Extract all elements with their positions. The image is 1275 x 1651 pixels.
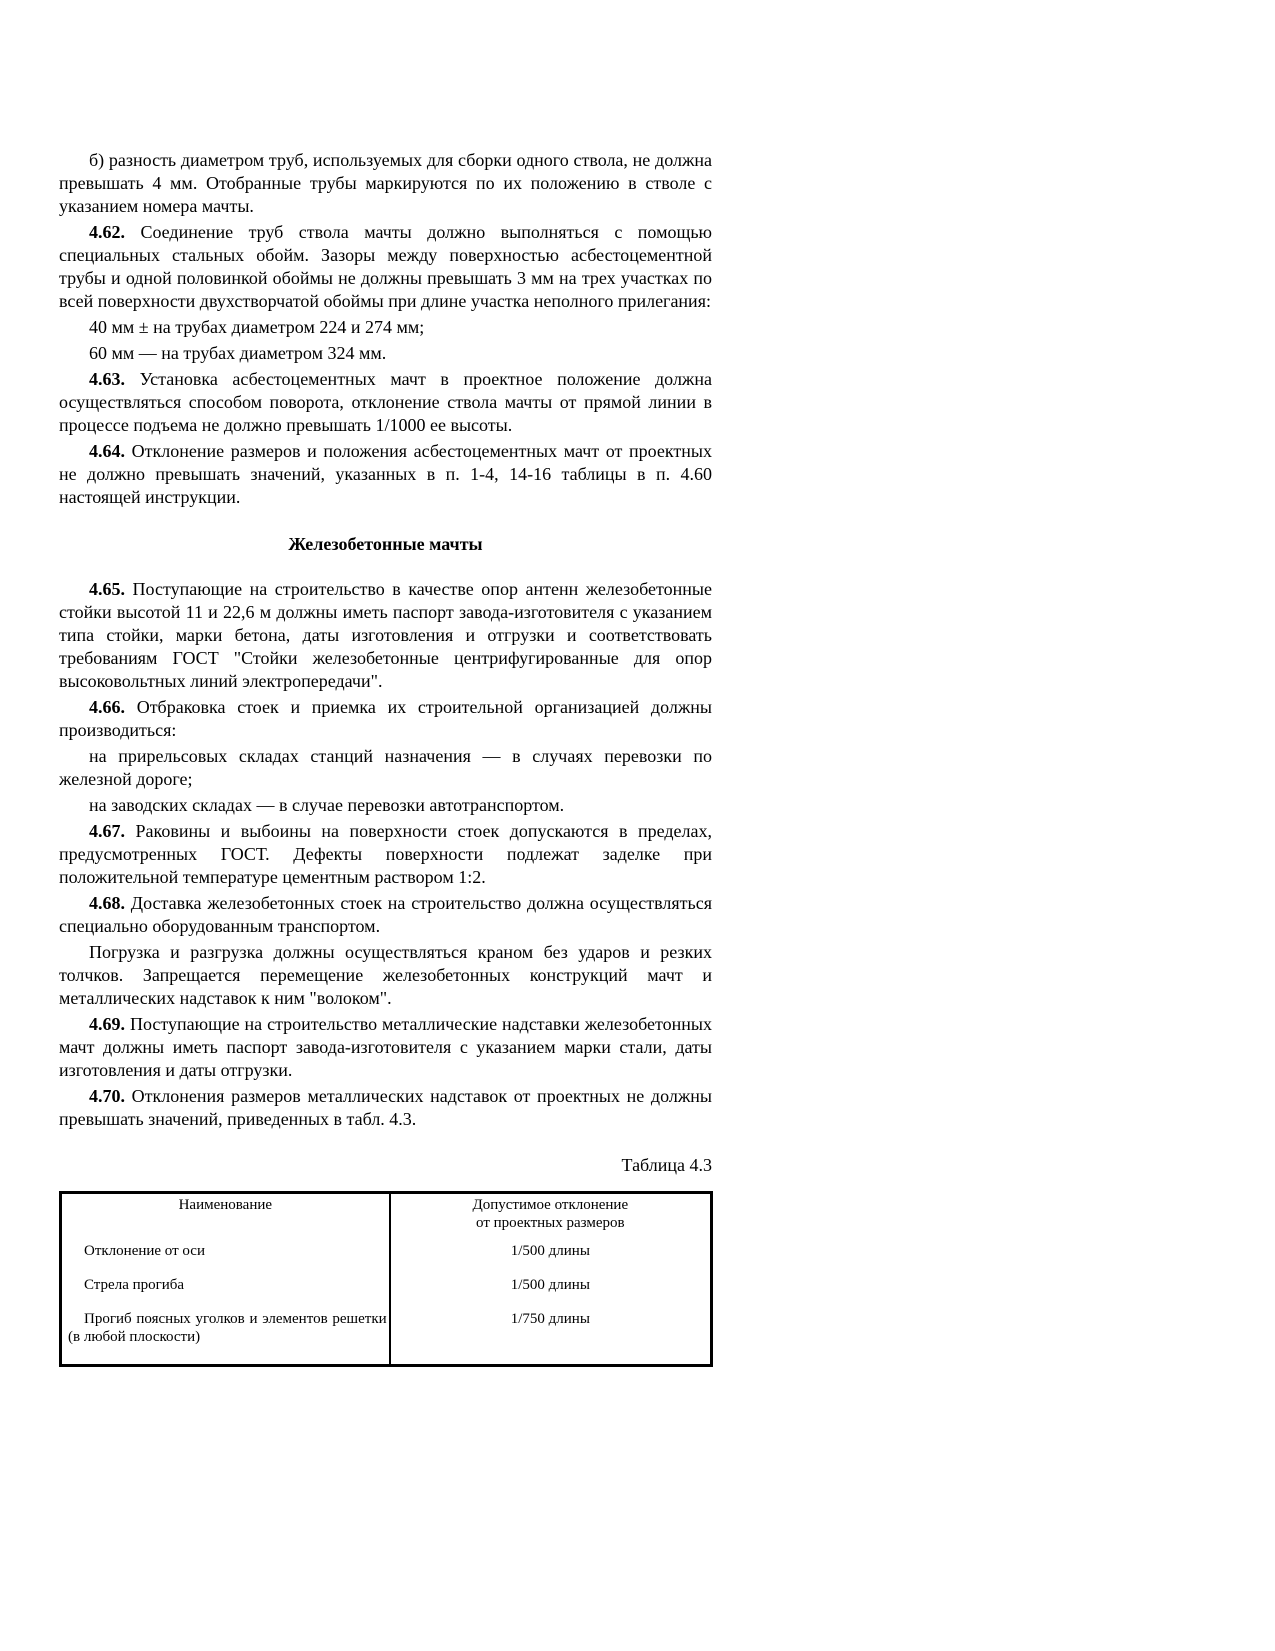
paragraph-60mm: 60 мм — на трубах диаметром 324 мм. bbox=[89, 343, 387, 363]
paragraph-4-66 bbox=[59, 696, 712, 742]
row-value: 1/750 длины bbox=[510, 1311, 590, 1327]
clause-text: Отбраковка стоек и приемка их строительной организацией должны производиться: bbox=[59, 697, 712, 740]
header-name: Наименование bbox=[61, 1193, 390, 1233]
clause-text: Отклонения размеров металлических надставок от проектных не должны превышать значений, приведенных в табл. 4.3. bbox=[59, 1086, 712, 1129]
table-row bbox=[61, 1266, 712, 1300]
row-value: 1/500 длины bbox=[510, 1243, 590, 1259]
clause-text: Доставка железобетонных стоек на строительство должна осуществляться специально оборудованным транспортом. bbox=[59, 893, 712, 936]
paragraph-4-64 bbox=[59, 440, 712, 509]
document-page bbox=[59, 149, 712, 1367]
paragraph-4-65 bbox=[59, 578, 712, 693]
row-name: Отклонение от оси bbox=[61, 1232, 390, 1266]
section-heading: Железобетонные мачты bbox=[288, 534, 483, 554]
paragraph-rail-stores: на прирельсовых складах станций назначения — в случаях перевозки по железной дороге; bbox=[59, 746, 712, 789]
clause-number: 4.64. bbox=[89, 441, 125, 461]
clause-number: 4.66. bbox=[89, 697, 125, 717]
clause-text: Поступающие на строительство в качестве опор антенн железобетонные стойки высотой 11 и 22,6 м должны иметь паспорт завода-изготовителя с указанием типа стойки, марки бетона, даты изготовления и отгрузки и соответствовать требованиям ГОСТ "Стойки железобетонные центрифугированные для опор высоковольтных линий электропередачи". bbox=[59, 579, 712, 691]
clause-text: Соединение труб ствола мачты должно выполняться с помощью специальных стальных обойм. Зазоры между поверхностью асбестоцементной трубы и одной половинкой обоймы не должны превышать 3 мм на трех участках по всей поверхности двухстворчатой обоймы при длине участка неполного прилегания: bbox=[59, 222, 712, 311]
clause-text: Раковины и выбоины на поверхности стоек допускаются в пределах, предусмотренных ГОСТ. Дефекты поверхности подлежат заделке при положительной температуре цементным раствором 1:2. bbox=[59, 821, 712, 887]
row-name: Прогиб поясных уголков и элементов решетки (в любой плоскости) bbox=[61, 1300, 390, 1366]
clause-number: 4.68. bbox=[89, 893, 125, 913]
header-deviation-line1: Допустимое отклонение bbox=[472, 1197, 629, 1213]
paragraph-4-70 bbox=[59, 1085, 712, 1131]
paragraph-4-68 bbox=[59, 892, 712, 938]
clause-text: Установка асбестоцементных мачт в проектное положение должна осуществляться способом поворота, отклонение ствола мачты от прямой линии в процессе подъема не должно превышать 1/1000 ее высоты. bbox=[59, 369, 712, 435]
paragraph-b: б) разность диаметром труб, используемых для сборки одного ствола, не должна превышать 4 мм. Отобранные трубы маркируются по их положению в стволе с указанием номера мачты. bbox=[59, 150, 712, 216]
clause-text: Поступающие на строительство металлические надставки железобетонных мачт должны иметь паспорт завода-изготовителя с указанием марки стали, даты изготовления и даты отгрузки. bbox=[59, 1014, 712, 1080]
clause-text: Отклонение размеров и положения асбестоцементных мачт от проектных не должно превышать значений, указанных в п. 1-4, 14-16 таблицы в п. 4.60 настоящей инструкции. bbox=[59, 441, 712, 507]
row-value: 1/500 длины bbox=[510, 1277, 590, 1293]
header-deviation-line2: от проектных размеров bbox=[476, 1215, 625, 1231]
deviation-table bbox=[59, 1191, 713, 1367]
paragraph-loading: Погрузка и разгрузка должны осуществляться краном без ударов и резких толчков. Запрещается перемещение железобетонных конструкций мачт и металлических надставок к ним "волоком". bbox=[59, 942, 712, 1008]
row-name: Стрела прогиба bbox=[61, 1266, 390, 1300]
clause-number: 4.70. bbox=[89, 1086, 125, 1106]
clause-number: 4.62. bbox=[89, 222, 125, 242]
paragraph-4-63 bbox=[59, 368, 712, 437]
table-header-row bbox=[61, 1193, 712, 1233]
clause-number: 4.69. bbox=[89, 1014, 125, 1034]
paragraph-40mm: 40 мм ± на трубах диаметром 224 и 274 мм; bbox=[89, 317, 425, 337]
paragraph-4-69 bbox=[59, 1013, 712, 1082]
clause-number: 4.63. bbox=[89, 369, 125, 389]
table-row bbox=[61, 1232, 712, 1266]
paragraph-4-62 bbox=[59, 221, 712, 313]
header-deviation bbox=[390, 1193, 712, 1233]
clause-number: 4.65. bbox=[89, 579, 125, 599]
clause-number: 4.67. bbox=[89, 821, 125, 841]
paragraph-4-67 bbox=[59, 820, 712, 889]
table-caption: Таблица 4.3 bbox=[621, 1155, 712, 1175]
paragraph-factory-stores: на заводских складах — в случае перевозки автотранспортом. bbox=[89, 795, 565, 815]
table-row bbox=[61, 1300, 712, 1366]
